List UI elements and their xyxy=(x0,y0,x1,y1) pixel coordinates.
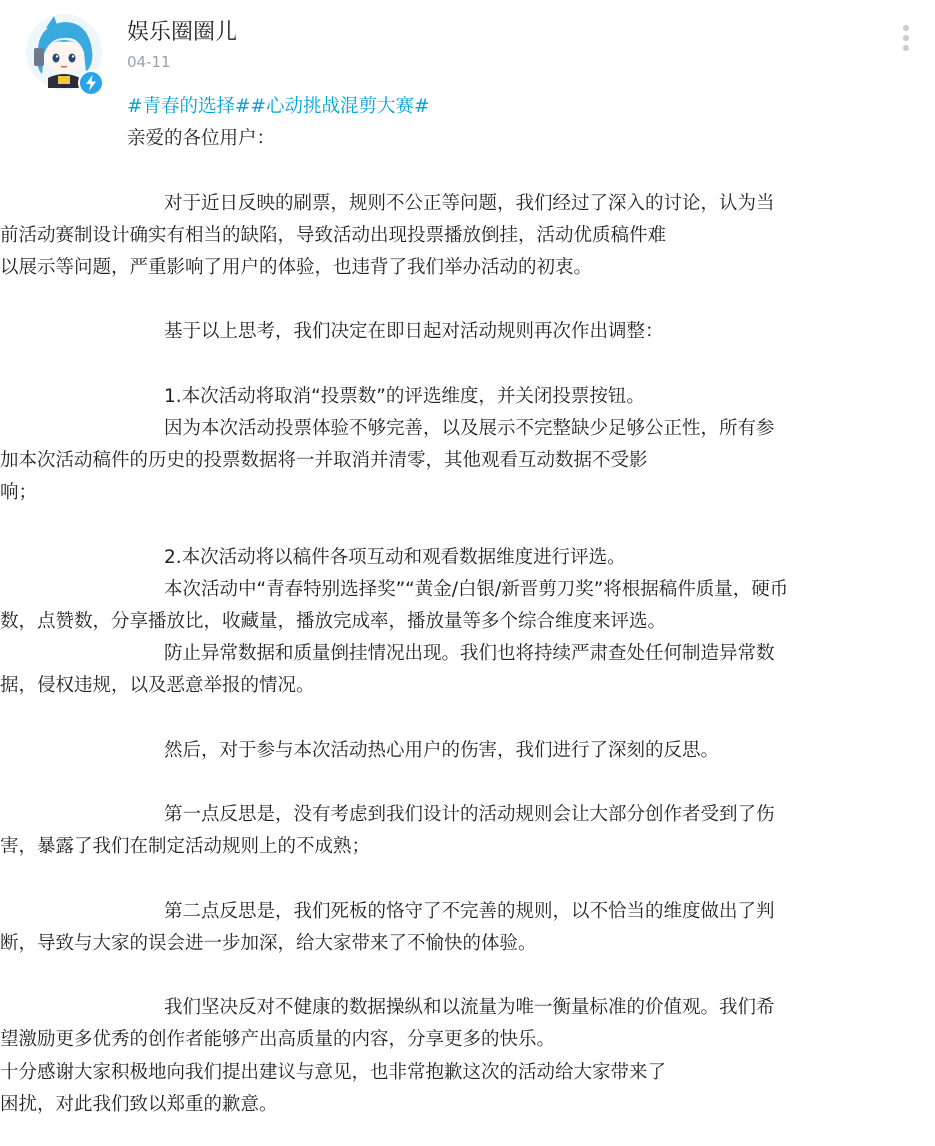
line-text: 亲爱的各位用户： xyxy=(127,128,276,150)
text-line xyxy=(127,703,917,735)
text-line xyxy=(127,960,917,992)
text-line xyxy=(127,638,917,670)
text-line xyxy=(127,896,917,928)
text-line xyxy=(0,928,790,960)
text-line xyxy=(127,381,917,413)
verified-lightning-icon xyxy=(78,70,104,96)
text-line xyxy=(127,542,917,574)
text-line xyxy=(0,220,790,252)
text-line xyxy=(0,1024,790,1056)
text-line xyxy=(0,445,790,477)
text-line xyxy=(127,767,917,799)
topic-link[interactable]: #心动挑战混剪大赛# xyxy=(250,96,430,117)
post-content xyxy=(0,91,917,1121)
line-text: 加本次活动稿件的历史的投票数据将一并取消并清零，其他观看互动数据不受影 xyxy=(0,450,648,472)
text-line xyxy=(127,155,917,187)
text-line xyxy=(0,606,790,638)
text-line xyxy=(0,831,790,863)
text-line xyxy=(127,574,917,606)
line-text: 前活动赛制设计确实有相当的缺陷，导致活动出现投票播放倒挂，活动优质稿件难 xyxy=(0,224,667,246)
topics-line xyxy=(127,91,917,123)
line-text: 断，导致与大家的误会进一步加深，给大家带来了不愉快的体验。 xyxy=(0,932,537,954)
line-text: 因为本次活动投票体验不够完善，以及展示不完整缺少足够公正性，所有参 xyxy=(164,417,775,439)
line-text: 害，暴露了我们在制定活动规则上的不成熟； xyxy=(0,836,371,858)
text-line xyxy=(127,735,917,767)
line-text: 本次活动中“青春特别选择奖”“黄金/白银/新晋剪刀奖”将根据稿件质量，硬币 xyxy=(164,578,789,600)
text-line xyxy=(0,477,790,509)
line-text: 1.本次活动将取消“投票数”的评选维度，并关闭投票按钮。 xyxy=(164,385,645,407)
more-vertical-icon xyxy=(894,25,918,51)
text-line xyxy=(127,413,917,445)
avatar[interactable] xyxy=(24,12,104,92)
post-body xyxy=(0,123,917,1121)
line-text: 2.本次活动将以稿件各项互动和观看数据维度进行评选。 xyxy=(164,546,626,568)
line-text: 防止异常数据和质量倒挂情况出现。我们也将持续严肃查处任何制造异常数 xyxy=(164,643,775,665)
line-text: 据，侵权违规，以及恶意举报的情况。 xyxy=(0,675,315,697)
line-text: 望激励更多优秀的创作者能够产出高质量的内容，分享更多的快乐。 xyxy=(0,1029,556,1051)
text-line xyxy=(127,188,917,220)
line-text: 数，点赞数，分享播放比，收藏量，播放完成率，播放量等多个综合维度来评选。 xyxy=(0,611,667,632)
line-text: 然后，对于参与本次活动热心用户的伤害，我们进行了深刻的反思。 xyxy=(164,739,720,761)
text-line xyxy=(0,252,790,284)
line-text: 第二点反思是，我们死板的恪守了不完善的规则，以不恰当的维度做出了判 xyxy=(164,900,775,922)
line-text: 响； xyxy=(0,482,38,504)
line-text: 以展示等问题，严重影响了用户的体验，也违背了我们举办活动的初衷。 xyxy=(0,256,593,278)
line-text: 基于以上思考，我们决定在即日起对活动规则再次作出调整： xyxy=(164,321,664,343)
text-line xyxy=(127,864,917,896)
text-line xyxy=(127,316,917,348)
topic-link[interactable]: #青春的选择# xyxy=(127,96,251,117)
text-line xyxy=(127,123,917,155)
line-text: 十分感谢大家积极地向我们提出建议与意见，也非常抱歉这次的活动给大家带来了 xyxy=(0,1061,667,1083)
author-name[interactable]: 娱乐圈圈儿 xyxy=(127,20,238,45)
line-text: 我们坚决反对不健康的数据操纵和以流量为唯一衡量标准的价值观。我们希 xyxy=(164,997,775,1019)
post-date: 04-11 xyxy=(127,53,171,71)
text-line xyxy=(127,799,917,831)
line-text: 对于近日反映的刷票，规则不公正等问题，我们经过了深入的讨论，认为当 xyxy=(164,192,775,214)
text-line xyxy=(0,670,790,702)
text-line xyxy=(127,284,917,316)
text-line xyxy=(0,1057,790,1089)
line-text: 困扰，对此我们致以郑重的歉意。 xyxy=(0,1093,278,1115)
text-line xyxy=(127,349,917,381)
line-text: 第一点反思是，没有考虑到我们设计的活动规则会让大部分创作者受到了伤 xyxy=(164,804,775,826)
text-line xyxy=(127,509,917,541)
more-options-button[interactable] xyxy=(894,22,918,54)
text-line xyxy=(0,1089,790,1121)
text-line xyxy=(127,992,917,1024)
